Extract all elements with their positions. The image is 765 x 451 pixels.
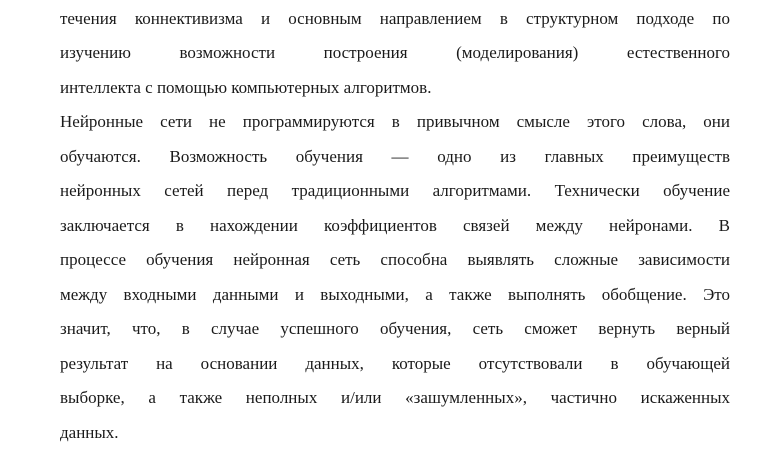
text-line: результат на основании данных, которые отсутствовали в обучающей: [60, 354, 730, 373]
text-line: значит, что, в случае успешного обучения, сеть сможет вернуть верный: [60, 319, 730, 338]
text-line: выборке, а также неполных и/или «зашумленных», частично искаженных: [60, 388, 730, 407]
text-line: обучаются. Возможность обучения — одно из главных преимуществ: [60, 147, 730, 166]
text-line: процессе обучения нейронная сеть способна выявлять сложные зависимости: [60, 250, 730, 269]
text-line: нейронных сетей перед традиционными алгоритмами. Технически обучение: [60, 181, 730, 200]
text-line: изучению возможности построения (моделирования) естественного: [60, 43, 730, 62]
text-line: данных.: [60, 423, 119, 442]
text-line: заключается в нахождении коэффициентов связей между нейронами. В: [60, 216, 730, 235]
text-line: интеллекта с помощью компьютерных алгоритмов.: [60, 78, 432, 97]
text-line: Нейронные сети не программируются в привычном смысле этого слова, они: [60, 112, 730, 131]
text-line: между входными данными и выходными, а также выполнять обобщение. Это: [60, 285, 730, 304]
text-line: течения коннективизма и основным направлением в структурном подходе по: [60, 9, 730, 28]
